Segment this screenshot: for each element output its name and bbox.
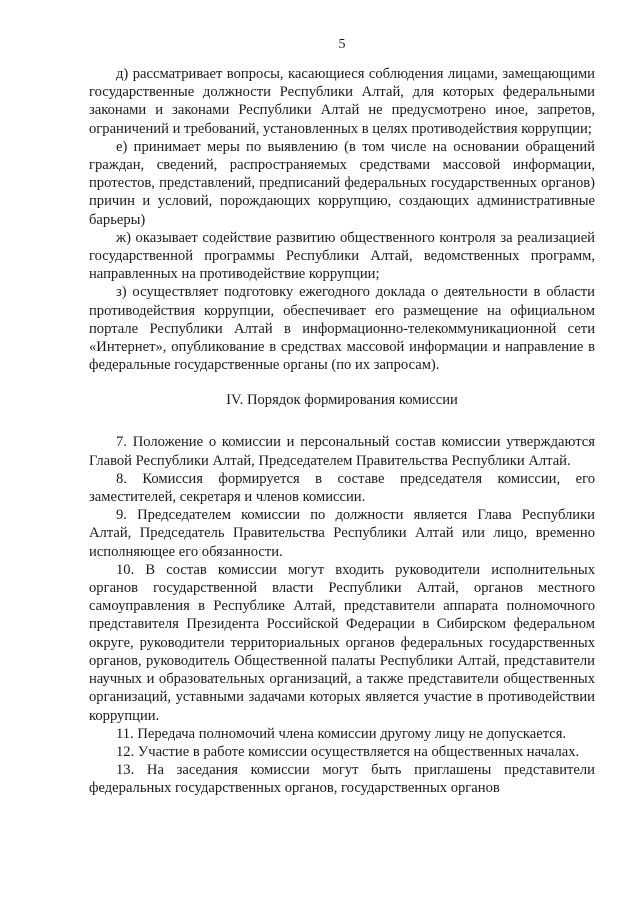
- paragraph-e: е) принимает меры по выявлению (в том числе на основании обращений граждан, сведений, распространяемых средствами массовой информации, протестов, представлений, предписаний федеральных государственных органов) причин и условий, порождающих коррупцию, создающих административные барьеры): [89, 138, 595, 228]
- paragraph-9: 9. Председателем комиссии по должности является Глава Республики Алтай, Председатель Правительства Республики Алтай или лицо, временно исполняющее его обязанности.: [89, 507, 595, 560]
- paragraph-8: 8. Комиссия формируется в составе председателя комиссии, его заместителей, секретаря и членов комиссии.: [89, 470, 595, 506]
- paragraph-12: 12. Участие в работе комиссии осуществляется на общественных началах.: [116, 743, 580, 760]
- section-heading: IV. Порядок формирования комиссии: [226, 392, 458, 409]
- paragraph-13: 13. На заседания комиссии могут быть приглашены представители федеральных государственных органов, государственных органов: [89, 762, 595, 797]
- paragraph-7: 7. Положение о комиссии и персональный состав комиссии утверждаются Главой Республики Алтай, Председателем Правительства Республики Алтай.: [89, 434, 595, 469]
- page-number: 5: [338, 37, 346, 52]
- paragraph-11: 11. Передача полномочий члена комиссии другому лицу не допускается.: [116, 725, 567, 742]
- paragraph-d: д) рассматривает вопросы, касающиеся соблюдения лицами, замещающими государственные должности Республики Алтай, для которых федеральными законами и законами Республики Алтай не предусмотрено иное, запретов, ограничений и требований, установленных в целях противодействия коррупции;: [89, 66, 595, 137]
- paragraph-z: з) осуществляет подготовку ежегодного доклада о деятельности в области противодействия коррупции, обеспечивает его размещение на официальном портале Республики Алтай в информационно-телекоммуникационной сети «Интернет», опубликование в средствах массовой информации и направление в федеральные государственные органы (по их запросам).: [89, 284, 595, 374]
- document-page: [89, 36, 595, 798]
- paragraph-10: 10. В состав комиссии могут входить руководители исполнительных органов государственной власти Республики Алтай, органов местного самоуправления в Республике Алтай, представители аппарата полномочного представителя Президента Российской Федерации в Сибирском федеральном округе, руководители территориальных органов федеральных государственных органов, руководитель Общественной палаты Республики Алтай, представители научных и образовательных организаций, а также представители общественных организаций, уставными задачами которых является участие в противодействии коррупции.: [89, 561, 595, 724]
- paragraph-zh: ж) оказывает содействие развитию общественного контроля за реализацией государственной программы Республики Алтай, ведомственных программ, направленных на противодействие коррупции;: [89, 229, 595, 283]
